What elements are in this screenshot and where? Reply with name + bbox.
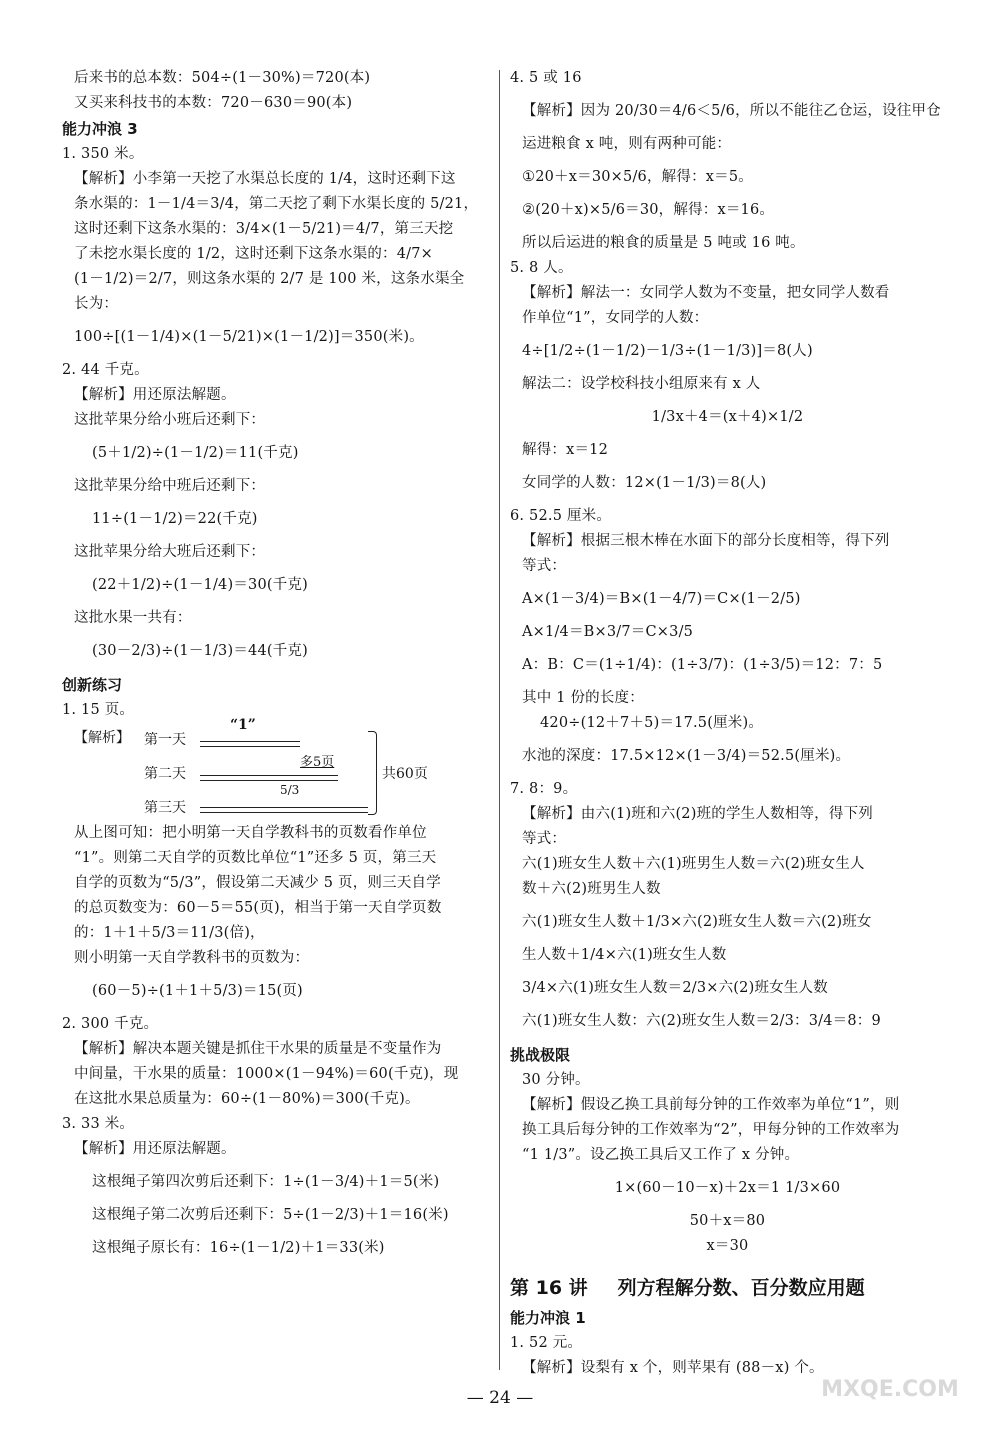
segment-day2	[200, 775, 338, 781]
section-heading: 创新练习	[62, 676, 123, 694]
chapter-number: 第 16 讲	[510, 1277, 588, 1299]
equation: 这根绳子第二次剪后还剩下：5÷(1－2/3)＋1＝16(米)	[92, 1207, 449, 1223]
equation: 1/3x＋4＝(x＋4)×1/2	[651, 409, 804, 425]
text-line: 解得：x＝12	[522, 442, 609, 458]
equation: (60－5)÷(1＋1＋5/3)＝15(页)	[92, 983, 303, 999]
text-line: 【解析】设梨有 x 个，则苹果有 (88－x) 个。	[522, 1360, 824, 1376]
equation: 这根绳子原长有：16÷(1－1/2)＋1＝33(米)	[92, 1240, 385, 1256]
text-line: 了未挖水渠长度的 1/2，这时还剩下这条水渠的：4/7×	[74, 246, 434, 262]
answer-number: 2. 44 千克。	[62, 362, 149, 378]
left-column	[62, 66, 490, 1269]
text-line: 六(1)班女生人数＋1/3×六(2)班女生人数＝六(2)班女	[522, 914, 872, 930]
equation: 3/4×六(1)班女生人数＝2/3×六(2)班女生人数	[522, 980, 828, 996]
watermark-text: MXQE.COM	[821, 1377, 959, 1402]
text-line: 这批苹果分给小班后还剩下：	[74, 412, 266, 428]
text-line: 【解析】解决本题关键是抓住干水果的质量是不变量作为	[74, 1041, 442, 1057]
watermark-logo	[800, 1376, 980, 1436]
text-line: 长为：	[74, 296, 119, 312]
section-heading: 挑战极限	[510, 1046, 571, 1064]
equation: 女同学的人数：12×(1－1/3)＝8(人)	[522, 475, 767, 491]
text-line: 六(1)班女生人数＋六(1)班男生人数＝六(2)班女生人	[522, 856, 865, 872]
answer-number: 1. 15 页。	[62, 702, 135, 718]
text-line: 数＋六(2)班男生人数	[522, 881, 661, 897]
chapter-title	[510, 1271, 945, 1305]
diagram-label-more: 多5页	[300, 755, 335, 770]
answer-number: 2. 300 千克。	[62, 1016, 159, 1032]
chapter-name: 列方程解分数、百分数应用题	[617, 1277, 865, 1299]
answer-number: 1. 52 元。	[510, 1335, 583, 1351]
text-line: 【解析】用还原法解题。	[74, 387, 236, 403]
text-line: 在这批水果总质量为：60÷(1－80%)＝300(千克)。	[74, 1091, 420, 1107]
answer-number: 5. 8 人。	[510, 260, 573, 276]
equation: x＝30	[706, 1238, 749, 1254]
text-line: 生人数＋1/4×六(1)班女生人数	[522, 947, 727, 963]
equation: (22＋1/2)÷(1－1/4)＝30(千克)	[92, 577, 308, 593]
diagram-label-fraction: 5/3	[280, 783, 300, 797]
diagram-label-day1: 第一天	[144, 732, 186, 748]
answer-number: 7. 8：9。	[510, 781, 578, 797]
equation: ①20＋x＝30×5/6，解得：x＝5。	[522, 169, 753, 185]
text-line: “1”。则第二天自学的页数比单位“1”还多 5 页，第三天	[74, 850, 437, 866]
equation: 11÷(1－1/2)＝22(千克)	[92, 511, 258, 527]
text-line: 【解析】假设乙换工具前每分钟的工作效率为单位“1”，则	[522, 1097, 900, 1113]
equation: (5＋1/2)÷(1－1/2)＝11(千克)	[92, 445, 299, 461]
answer-number: 6. 52.5 厘米。	[510, 508, 612, 524]
text-line: 这批水果一共有：	[74, 610, 192, 626]
text-line: 【解析】因为 20/30＝4/6＜5/6，所以不能往乙仓运，设往甲仓	[522, 103, 941, 119]
text-line: 【解析】解法一：女同学人数为不变量，把女同学人数看	[522, 285, 890, 301]
text-line: 这批苹果分给大班后还剩下：	[74, 544, 266, 560]
text-line: 的：1＋1＋5/3＝11/3(倍)，	[74, 925, 265, 941]
text-line: 等式：	[522, 831, 567, 847]
equation: 六(1)班女生人数：六(2)班女生人数＝2/3：3/4＝8：9	[522, 1013, 881, 1029]
answer-number: 1. 350 米。	[62, 146, 144, 162]
diagram-label-day3: 第三天	[144, 800, 186, 816]
text-line: 【解析】小李第一天挖了水渠总长度的 1/4，这时还剩下这	[74, 171, 456, 187]
diagram-label-tag: 【解析】	[74, 730, 130, 746]
text-line: 【解析】根据三根木棒在水面下的部分长度相等，得下列	[522, 533, 890, 549]
text-line: 自学的页数为“5/3”，假设第二天减少 5 页，则三天自学	[74, 875, 441, 891]
text-line: 作单位“1”，女同学的人数：	[522, 310, 709, 326]
text-line: 换工具后每分钟的工作效率为“2”，甲每分钟的工作效率为	[522, 1122, 900, 1138]
equation: ②(20＋x)×5/6＝30，解得：x＝16。	[522, 202, 775, 218]
right-column	[510, 66, 945, 1381]
text-line: 又买来科技书的本数：720－630＝90(本)	[74, 95, 353, 111]
text-line: 所以后运进的粮食的质量是 5 吨或 16 吨。	[522, 235, 805, 251]
page-number: — 24 —	[466, 1388, 534, 1408]
text-line: 其中 1 份的长度：	[522, 690, 644, 706]
equation: 420÷(12＋7＋5)＝17.5(厘米)。	[540, 715, 764, 731]
answer-number: 30 分钟。	[522, 1072, 590, 1088]
text-line: 【解析】用还原法解题。	[74, 1141, 236, 1157]
text-line: 后来书的总本数：504÷(1－30%)＝720(本)	[74, 70, 371, 86]
diagram-label-total: 共60页	[382, 766, 428, 782]
answer-number: 3. 33 米。	[62, 1116, 135, 1132]
line-segment-diagram	[62, 717, 490, 819]
diagram-label-unit: “1”	[230, 717, 256, 733]
equation: A：B：C＝(1÷1/4)：(1÷3/7)：(1÷3/5)＝12：7：5	[522, 657, 883, 673]
text-line: 的总页数变为：60－5＝55(页)，相当于第一天自学页数	[74, 900, 442, 916]
equation: A×(1－3/4)＝B×(1－4/7)＝C×(1－2/5)	[522, 591, 801, 607]
text-line: 这批苹果分给中班后还剩下：	[74, 478, 266, 494]
text-line: 【解析】由六(1)班和六(2)班的学生人数相等，得下列	[522, 806, 873, 822]
text-line: 解法二：设学校科技小组原来有 x 人	[522, 376, 761, 392]
equation: 100÷[(1－1/4)×(1－5/21)×(1－1/2)]＝350(米)。	[74, 329, 424, 345]
text-line: 从上图可知：把小明第一天自学教科书的页数看作单位	[74, 825, 427, 841]
column-divider	[499, 70, 500, 1370]
segment-day1	[200, 741, 300, 747]
text-line: 条水渠的：1－1/4＝3/4，第二天挖了剩下水渠长度的 5/21，	[74, 196, 479, 212]
text-line: “1 1/3”。设乙换工具后又工作了 x 分钟。	[522, 1147, 800, 1163]
total-brace	[368, 731, 377, 815]
section-heading: 能力冲浪 1	[510, 1309, 586, 1327]
equation: 4÷[1/2÷(1－1/2)－1/3÷(1－1/3)]＝8(人)	[522, 343, 813, 359]
text-line: 中间量，干水果的质量：1000×(1－94%)＝60(千克)，现	[74, 1066, 459, 1082]
equation: 这根绳子第四次剪后还剩下：1÷(1－3/4)＋1＝5(米)	[92, 1174, 440, 1190]
equation: A×1/4＝B×3/7＝C×3/5	[522, 624, 694, 640]
text-line: 运进粮食 x 吨，则有两种可能：	[522, 136, 732, 152]
equation: 水池的深度：17.5×12×(1－3/4)＝52.5(厘米)。	[522, 748, 851, 764]
segment-day3	[200, 807, 368, 813]
text-line: (1－1/2)＝2/7，则这条水渠的 2/7 是 100 米，这条水渠全	[74, 271, 465, 287]
text-line: 这时还剩下这条水渠的：3/4×(1－5/21)＝4/7，第三天挖	[74, 221, 454, 237]
text-line: 等式：	[522, 558, 567, 574]
equation: 50＋x＝80	[689, 1213, 766, 1229]
answer-number: 4. 5 或 16	[510, 70, 582, 86]
diagram-label-day2: 第二天	[144, 766, 186, 782]
section-heading: 能力冲浪 3	[62, 120, 138, 138]
equation: (30－2/3)÷(1－1/3)＝44(千克)	[92, 643, 308, 659]
equation: 1×(60－10－x)＋2x＝1 1/3×60	[614, 1180, 841, 1196]
text-line: 则小明第一天自学教科书的页数为：	[74, 950, 310, 966]
